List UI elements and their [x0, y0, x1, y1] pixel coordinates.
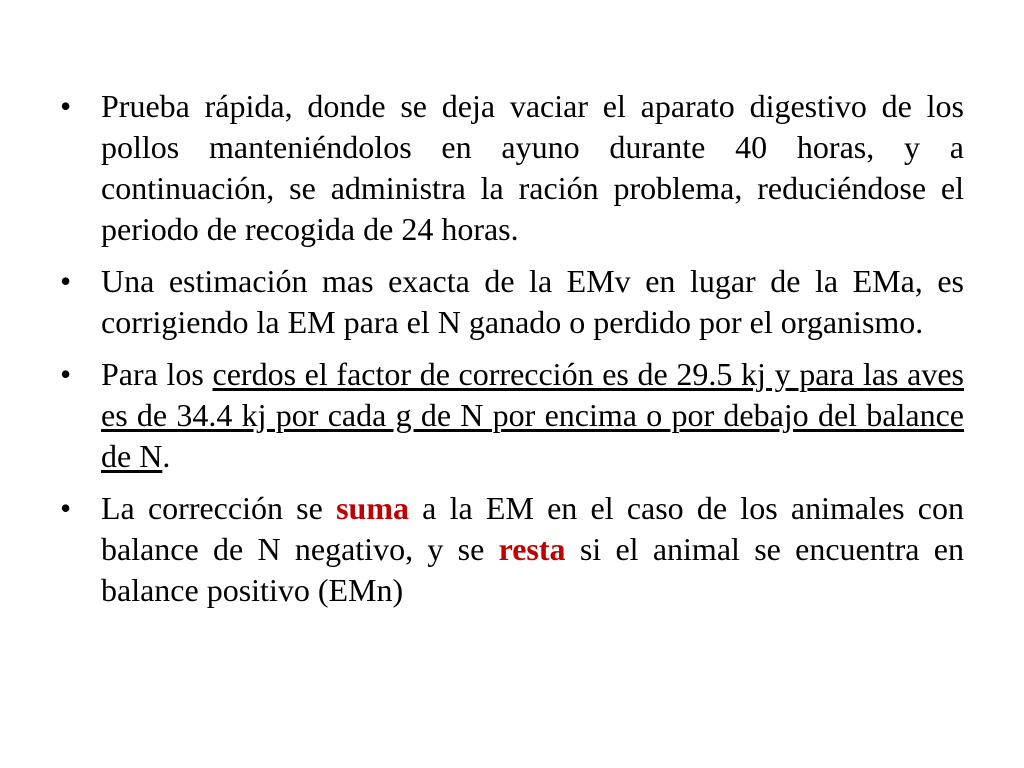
bullet-text-underlined: cerdos el factor de corrección es de 29.5 kj y para las aves es de 34.4 kj por cada g de N por encima o por debajo del balance de N — [101, 356, 965, 474]
bullet-text: Prueba rápida, donde se deja vaciar el aparato digestivo de los pollos manteniéndolos en ayuno durante 40 horas, y a continuación, se administra la ración problema, reduciéndose el periodo de recogida de 24 horas. — [101, 88, 964, 247]
bullet-item-correction-sign — [60, 488, 964, 611]
bullet-text: Una estimación mas exacta de la EMv en lugar de la EMa, es corrigiendo la EM para el N ganado o perdido por el organismo. — [101, 263, 964, 340]
bullet-dot-icon: • — [60, 490, 72, 526]
emphasis-suma: suma — [336, 490, 409, 526]
bullet-dot-icon: • — [60, 88, 72, 124]
bullet-dot-icon: • — [60, 263, 72, 299]
bullet-item-quick-test — [60, 86, 964, 250]
bullet-text-prefix: Para los — [101, 356, 213, 392]
bullet-text-suffix: . — [162, 438, 171, 474]
bullet-text-part1: La corrección se — [101, 490, 337, 526]
emphasis-resta: resta — [498, 531, 566, 567]
bullet-item-correction-factor — [60, 354, 964, 477]
bullet-text-part2: a la EM en el caso de los animales con balance de N negativo, y se — [101, 490, 965, 567]
bullet-list — [60, 86, 964, 622]
bullet-text-part3: si el animal se encuentra en balance positivo (EMn) — [101, 531, 964, 608]
bullet-dot-icon: • — [60, 356, 72, 392]
bullet-item-emv-estimation — [60, 261, 964, 343]
